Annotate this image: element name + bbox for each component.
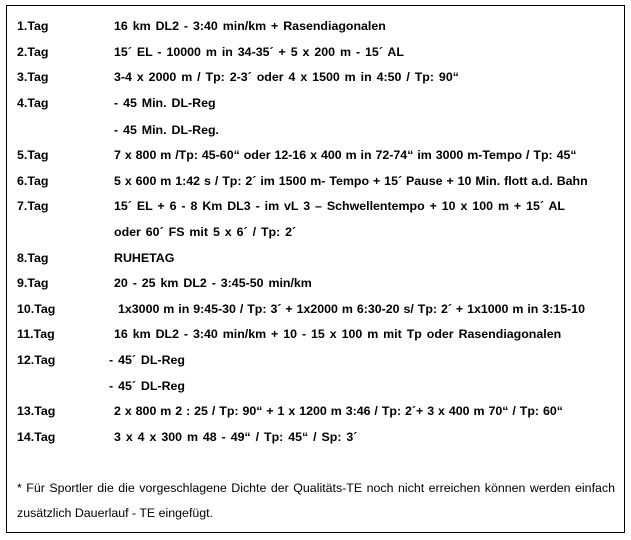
day-label: 6.Tag: [17, 174, 49, 188]
workout-description: 3-4 x 2000 m / Tp: 2-3´ oder 4 x 1500 m in 4:50 / Tp: 90“: [114, 70, 459, 84]
plan-row-day-13: [7, 401, 624, 421]
plan-row-day-4-continued: [7, 120, 624, 140]
plan-row-day-12-continued: [7, 376, 624, 396]
plan-row-day-10: [7, 299, 624, 319]
workout-description: 16 km DL2 - 3:40 min/km + 10 - 15 x 100 m mit Tp oder Rasendiagonalen: [114, 327, 562, 341]
workout-description: 20 - 25 km DL2 - 3:45-50 min/km: [114, 276, 312, 290]
plan-row-day-4: [7, 93, 624, 113]
day-label: 10.Tag: [17, 302, 56, 316]
plan-row-day-9: [7, 273, 624, 293]
workout-description: 16 km DL2 - 3:40 min/km + Rasendiagonalen: [114, 19, 386, 33]
plan-row-day-1: [7, 16, 624, 36]
workout-description: 7 x 800 m /Tp: 45-60“ oder 12-16 x 400 m in 72-74“ im 3000 m-Tempo / Tp: 45“: [114, 148, 577, 162]
plan-row-day-2: [7, 42, 624, 62]
workout-description: 5 x 600 m 1:42 s / Tp: 2´ im 1500 m- Tempo + 15´ Pause + 10 Min. flott a.d. Bahn: [114, 174, 588, 188]
workout-description: - 45 Min. DL-Reg: [114, 96, 216, 110]
footnote: * Für Sportler die die vorgeschlagene Dichte der Qualitäts-TE noch nicht erreichen können werden einfach zusätzlich Dauerlauf - TE eingefügt.: [17, 481, 615, 520]
day-label: 4.Tag: [17, 96, 49, 110]
day-label: 12.Tag: [17, 353, 56, 367]
workout-description: 2 x 800 m 2 : 25 / Tp: 90“ + 1 x 1200 m 3:46 / Tp: 2´+ 3 x 400 m 70“ / Tp: 60“: [114, 404, 563, 418]
day-label: 8.Tag: [17, 251, 49, 265]
workout-description: - 45´ DL-Reg: [109, 353, 185, 367]
plan-row-day-7: [7, 196, 624, 216]
day-label: 9.Tag: [17, 276, 49, 290]
day-label: 2.Tag: [17, 45, 49, 59]
day-label: 1.Tag: [17, 19, 49, 33]
day-label: 7.Tag: [17, 199, 49, 213]
workout-description: - 45´ DL-Reg: [109, 379, 185, 393]
day-label: 11.Tag: [17, 327, 55, 341]
plan-row-day-8: [7, 248, 624, 268]
training-plan-table: [6, 5, 625, 533]
workout-description: 1x3000 m in 9:45-30 / Tp: 3´ + 1x2000 m 6:30-20 s/ Tp: 2´ + 1x1000 m in 3:15-10: [118, 302, 586, 316]
workout-description: 15´ EL + 6 - 8 Km DL3 - im vL 3 – Schwellentempo + 10 x 100 m + 15´ AL: [114, 199, 566, 213]
plan-row-day-7-continued: [7, 222, 624, 242]
workout-description: 15´ EL - 10000 m in 34-35´ + 5 x 200 m - 15´ AL: [114, 45, 404, 59]
plan-row-day-3: [7, 67, 624, 87]
day-label: 14.Tag: [17, 430, 56, 444]
plan-row-day-11: [7, 324, 624, 344]
day-label: 3.Tag: [17, 70, 49, 84]
day-label: 13.Tag: [17, 404, 56, 418]
workout-description: RUHETAG: [114, 251, 175, 265]
plan-row-day-5: [7, 145, 624, 165]
plan-row-day-6: [7, 171, 624, 191]
workout-description: - 45 Min. DL-Reg.: [114, 123, 220, 137]
workout-description: 3 x 4 x 300 m 48 - 49“ / Tp: 45“ / Sp: 3´: [114, 430, 358, 444]
plan-row-day-12: [7, 350, 624, 370]
day-label: 5.Tag: [17, 148, 49, 162]
plan-row-day-14: [7, 427, 624, 447]
workout-description: oder 60´ FS mit 5 x 6´ / Tp: 2´: [114, 225, 297, 239]
